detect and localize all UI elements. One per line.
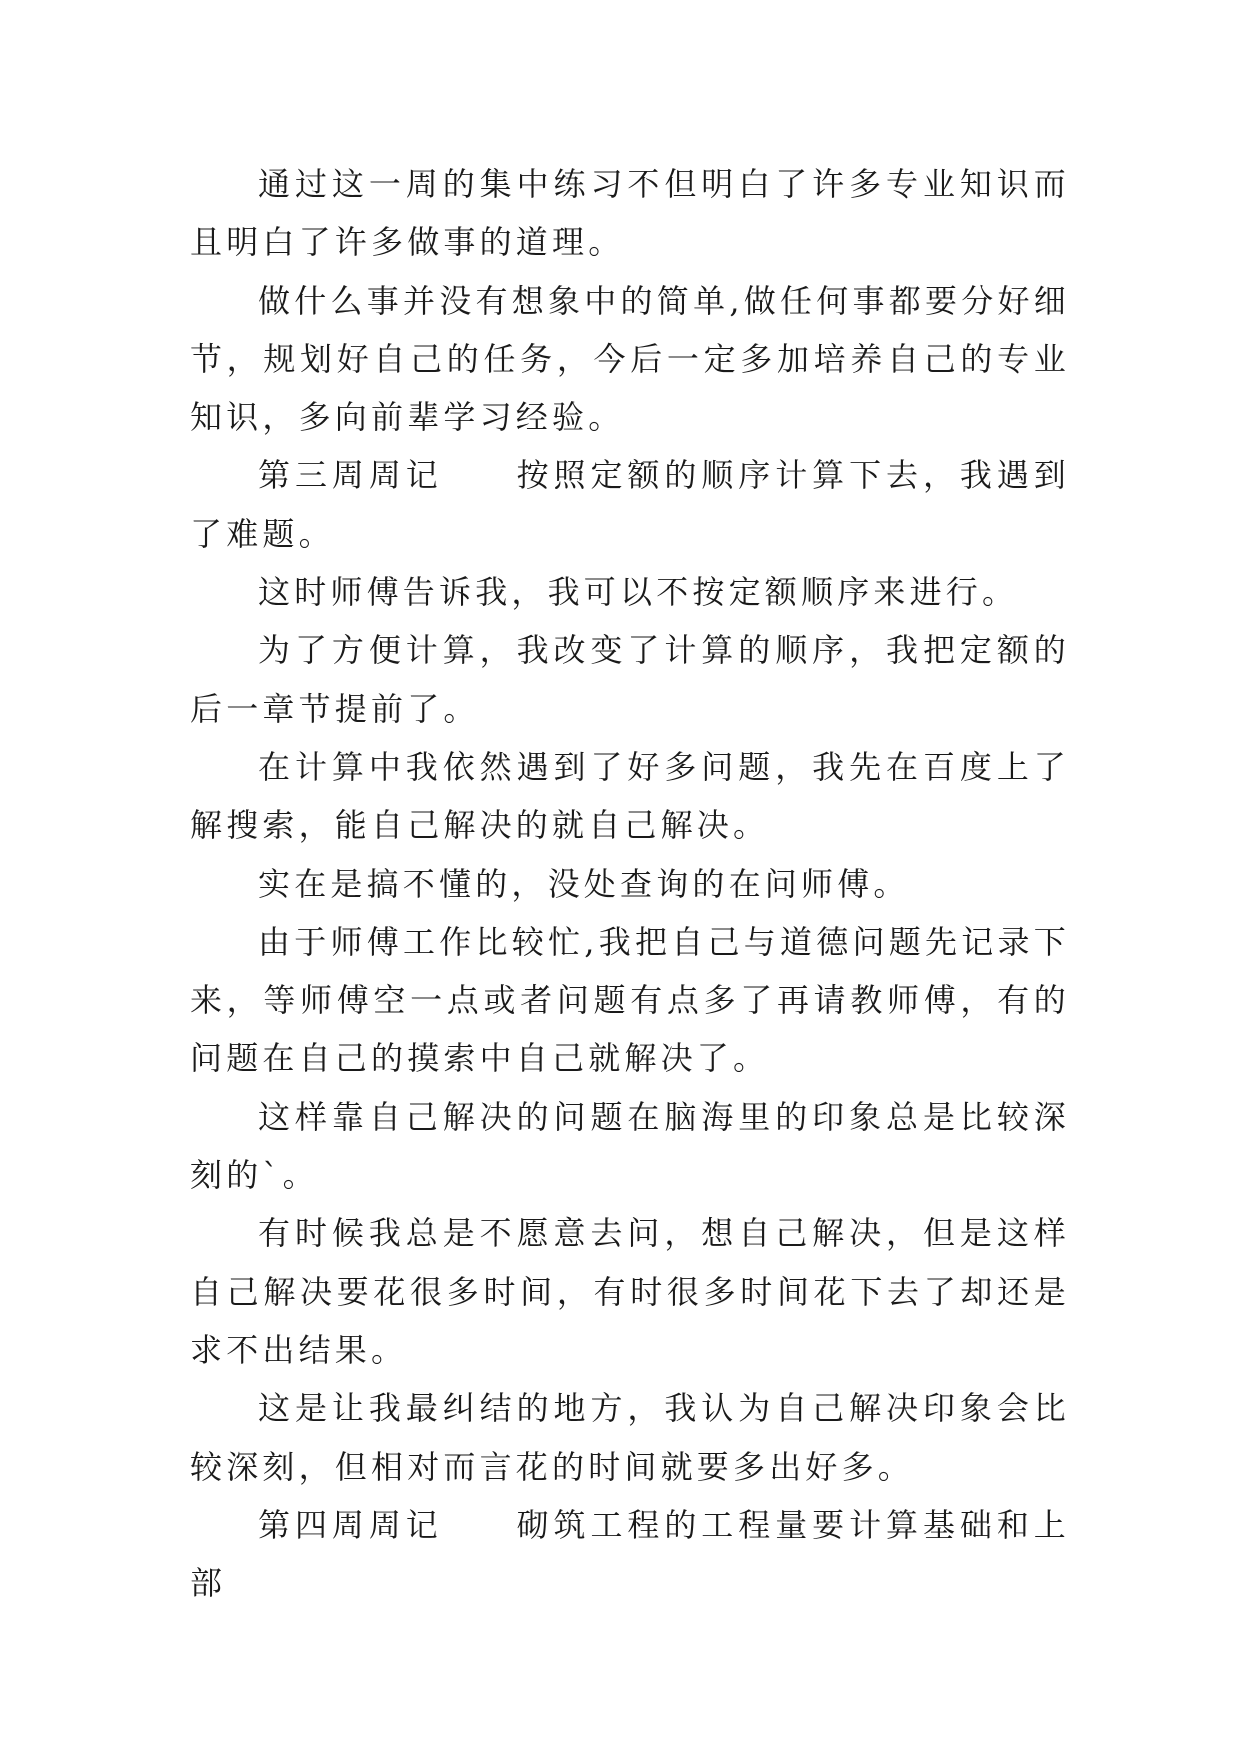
paragraph: 做什么事并没有想象中的简单,做任何事都要分好细节，规划好自己的任务，今后一定多加培养自己的专业知识，多向前辈学习经验。: [190, 281, 1070, 437]
paragraph: 有时候我总是不愿意去问，想自己解决，但是这样自己解决要花很多时间，有时很多时间花下去了却还是求不出结果。: [190, 1214, 1070, 1369]
paragraph: 这样靠自己解决的问题在脑海里的印象总是比较深刻的`。: [190, 1097, 1070, 1195]
paragraph: 第三周周记 按照定额的顺序计算下去，我遇到了难题。: [190, 456, 1070, 553]
paragraph: 实在是搞不懂的，没处查询的在问师傅。: [258, 864, 910, 903]
paragraph: 为了方便计算，我改变了计算的顺序，我把定额的后一章节提前了。: [190, 631, 1070, 728]
paragraph: 通过这一周的集中练习不但明白了许多专业知识而且明白了许多做事的道理。: [190, 165, 1070, 262]
paragraph: 这是让我最纠结的地方，我认为自己解决印象会比较深刻，但相对而言花的时间就要多出好多。: [190, 1389, 1070, 1486]
paragraph: 由于师傅工作比较忙,我把自己与道德问题先记录下来，等师傅空一点或者问题有点多了再请教师傅，有的问题在自己的摸索中自己就解决了。: [190, 922, 1070, 1078]
paragraph: 第四周周记 砌筑工程的工程量要计算基础和上部: [190, 1505, 1070, 1603]
paragraph: 在计算中我依然遇到了好多问题，我先在百度上了解搜索，能自己解决的就自己解决。: [190, 747, 1070, 845]
document-body: [190, 155, 1070, 1612]
paragraph: 这时师傅告诉我，我可以不按定额顺序来进行。: [258, 573, 1019, 612]
